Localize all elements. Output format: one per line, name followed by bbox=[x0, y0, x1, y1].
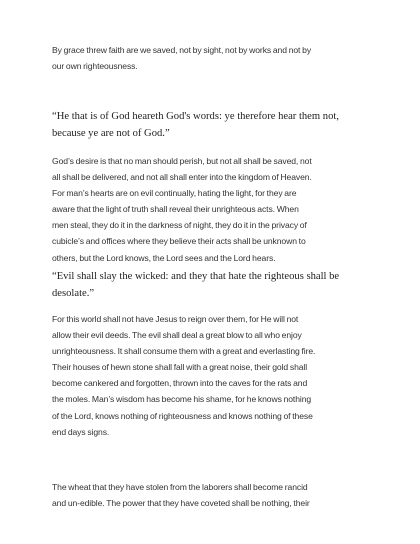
text-line: “Evil shall slay the wicked: and they that hate the righteous shall be bbox=[52, 271, 340, 282]
text-line: By grace threw faith are we saved, not by sight, not by works and not by bbox=[52, 45, 312, 55]
text-line: become cankered and forgotten, thrown into the caves for the rats and bbox=[52, 378, 308, 389]
text-line: the moles. Man’s wisdom has become his shame, for he knows nothing bbox=[52, 394, 312, 405]
text-line: men steal, they do it in the darkness of night, they do it in the privacy of bbox=[52, 220, 307, 231]
text-line: and un-edible. The power that they have coveted shall be nothing, their bbox=[52, 498, 310, 509]
text-line: of the Lord, knows nothing of righteousness and knows nothing of these bbox=[52, 410, 313, 421]
text-line: unrighteousness. It shall consume them with a great and everlasting fire. bbox=[52, 346, 316, 357]
quote-hear-gods-words bbox=[52, 109, 382, 142]
text-line: “He that is of God heareth God's words: ye therefore hear them not, bbox=[52, 111, 339, 122]
text-line: For man’s hearts are on evil continually, hating the light, for they are bbox=[52, 188, 297, 199]
text-line: cubicle’s and offices where they believe their acts shall be unknown to bbox=[52, 236, 306, 247]
text-line: desolate.” bbox=[52, 287, 95, 299]
text-line: God’s desire is that no man should perish, but not all shall be saved, not bbox=[52, 156, 312, 166]
text-line: For this world shall not have Jesus to reign over them, for He will not bbox=[52, 314, 299, 324]
text-line: allow their evil deeds. The evil shall deal a great blow to all who enjoy bbox=[52, 330, 302, 341]
paragraph-wheat bbox=[52, 479, 382, 511]
text-line: The wheat that they have stolen from the laborers shall become rancid bbox=[52, 482, 308, 492]
paragraph-gods-desire bbox=[52, 153, 382, 266]
text-line: all shall be delivered, and not all shall enter into the kingdom of Heaven. bbox=[52, 172, 312, 183]
text-line: because ye are not of God.” bbox=[52, 127, 170, 139]
text-line: Their houses of hewn stone shall fall with a great noise, their gold shall bbox=[52, 362, 308, 373]
text-line: our own righteousness. bbox=[52, 61, 138, 72]
quote-evil-shall-slay bbox=[52, 269, 382, 302]
paragraph-this-world bbox=[52, 311, 382, 440]
text-line: end days signs. bbox=[52, 426, 110, 437]
text-line: aware that the light of truth shall reveal their unrighteous acts. When bbox=[52, 204, 299, 215]
text-line: others, but the Lord knows, the Lord sees and the Lord hears. bbox=[52, 252, 276, 263]
paragraph-grace bbox=[52, 42, 382, 74]
